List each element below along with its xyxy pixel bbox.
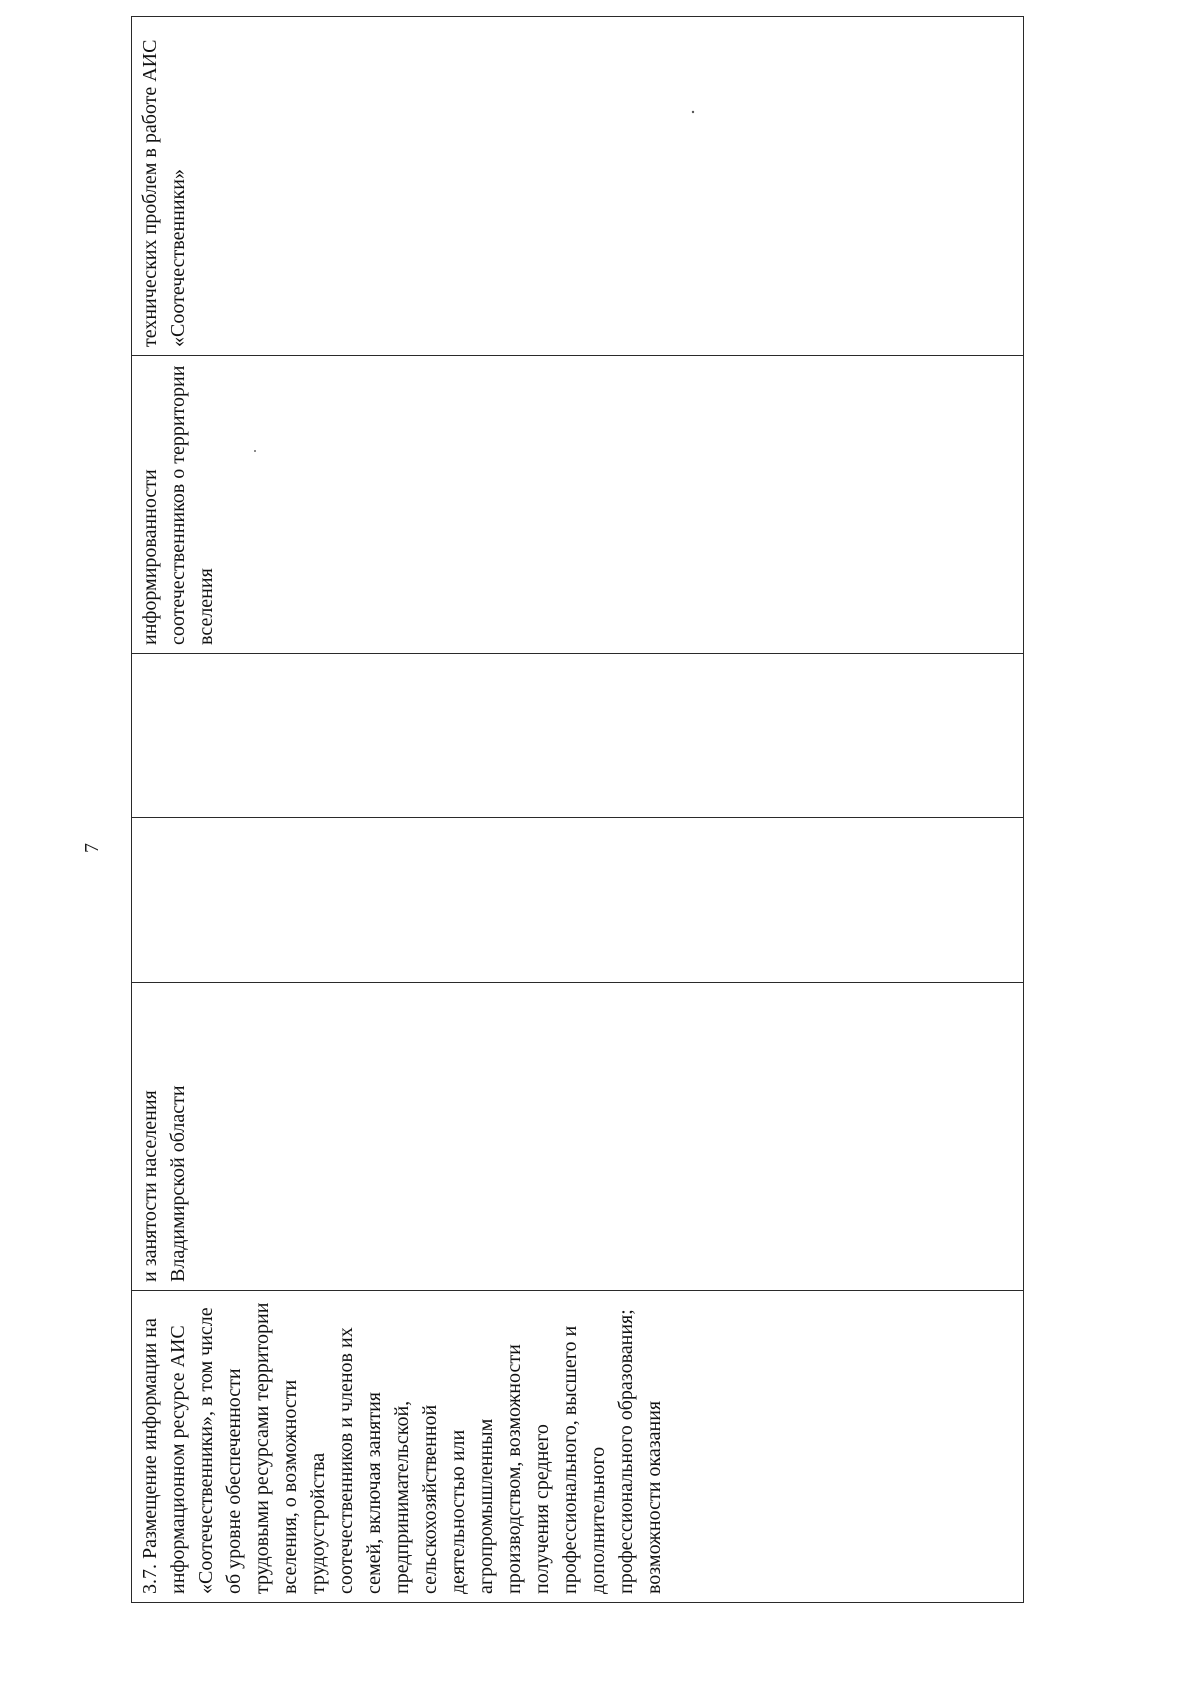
measure-text: 3.7. Размещение информации на информационном ресурсе АИС «Соотечественники», в том числе об уровне обеспеченности трудовыми ресурсами территории вселения, о возможности трудоустройства соотечественников и членов их семей, включая занятия предпринимательской, сельскохозяйственной деятельностью или агропромышленным производством, возможности получения среднего профессионального, высшего и дополнительного профессионального образования; возможности оказания: [139, 1302, 665, 1594]
table-cell-measure: [132, 1291, 1024, 1603]
measures-table: [131, 16, 1024, 1603]
table-cell-executor: [132, 983, 1024, 1291]
table-cell-result: [132, 356, 1024, 654]
page-number: 7: [81, 843, 103, 853]
table-cell-risks: [132, 17, 1024, 356]
table-cell-deadline: [132, 818, 1024, 983]
result-text: информированности соотечественников о территории вселения: [139, 365, 217, 645]
risks-text: технических проблем в работе АИС «Соотечественники»: [139, 39, 189, 347]
executor-text: и занятости населения Владимирской области: [139, 1085, 189, 1282]
program-table: [131, 39, 1024, 1603]
table-cell-funding: [132, 654, 1024, 818]
table-row: [132, 17, 1024, 1603]
